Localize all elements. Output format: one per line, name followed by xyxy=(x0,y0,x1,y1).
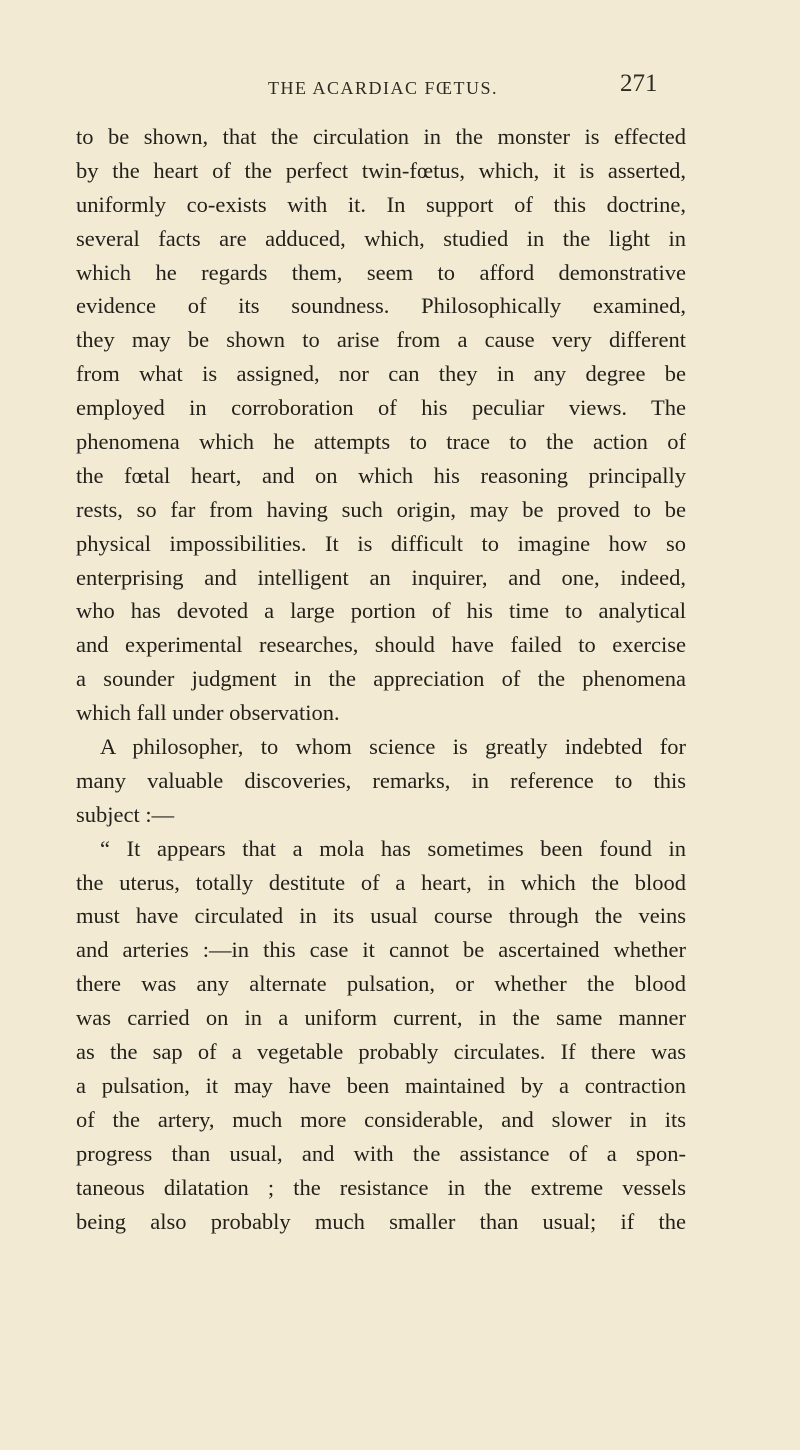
text-line: which he regards them, seem to afford demonstrative xyxy=(76,259,686,285)
text-line: many valuable discoveries, remarks, in reference to this xyxy=(76,767,686,793)
text-line: enterprising and intelligent an inquirer, and one, indeed, xyxy=(76,564,686,590)
text-line: who has devoted a large portion of his time to analytical xyxy=(76,598,686,624)
text-line: taneous dilatation ; the resistance in the extreme vessels xyxy=(76,1174,686,1200)
body-text xyxy=(76,120,686,1238)
text-line: uniformly co-exists with it. In support of this doctrine, xyxy=(76,191,686,217)
text-line: the uterus, totally destitute of a heart, in which the blood xyxy=(76,869,686,895)
running-head xyxy=(0,70,800,108)
text-line: a pulsation, it may have been maintained by a contraction xyxy=(76,1072,686,1098)
text-line: progress than usual, and with the assistance of a spon- xyxy=(76,1140,686,1166)
text-line: several facts are adduced, which, studied in the light in xyxy=(76,225,686,251)
text-line: evidence of its soundness. Philosophically examined, xyxy=(76,293,686,319)
text-line: “ It appears that a mola has sometimes been found in xyxy=(100,835,686,861)
text-line: physical impossibilities. It is difficult to imagine how so xyxy=(76,530,686,556)
text-line: from what is assigned, nor can they in any degree be xyxy=(76,361,686,387)
text-line: by the heart of the perfect twin-fœtus, which, it is asserted, xyxy=(76,157,686,183)
text-line: subject :— xyxy=(76,801,175,827)
page-number: 271 xyxy=(620,70,658,97)
text-line: the fœtal heart, and on which his reasoning principally xyxy=(76,462,686,488)
running-title: THE ACARDIAC FŒTUS. xyxy=(268,78,499,98)
text-line: was carried on in a uniform current, in the same manner xyxy=(76,1005,686,1031)
text-line: A philosopher, to whom science is greatly indebted for xyxy=(100,734,686,760)
text-line: a sounder judgment in the appreciation of the phenomena xyxy=(76,666,686,692)
text-line: to be shown, that the circulation in the monster is effected xyxy=(76,124,686,149)
text-line: being also probably much smaller than usual; if the xyxy=(76,1208,686,1234)
text-line: which fall under observation. xyxy=(76,700,340,726)
text-line: rests, so far from having such origin, may be proved to be xyxy=(76,496,686,522)
text-line: must have circulated in its usual course through the veins xyxy=(76,903,686,929)
text-line: of the artery, much more considerable, and slower in its xyxy=(76,1106,686,1132)
text-line: and experimental researches, should have failed to exercise xyxy=(76,632,686,658)
text-line: employed in corroboration of his peculiar views. The xyxy=(76,395,686,421)
text-line: there was any alternate pulsation, or whether the blood xyxy=(76,971,686,997)
text-line: phenomena which he attempts to trace to the action of xyxy=(76,429,686,455)
text-line: they may be shown to arise from a cause very different xyxy=(76,327,686,353)
text-line: as the sap of a vegetable probably circulates. If there was xyxy=(76,1039,686,1065)
text-line: and arteries :—in this case it cannot be ascertained whether xyxy=(76,937,686,963)
